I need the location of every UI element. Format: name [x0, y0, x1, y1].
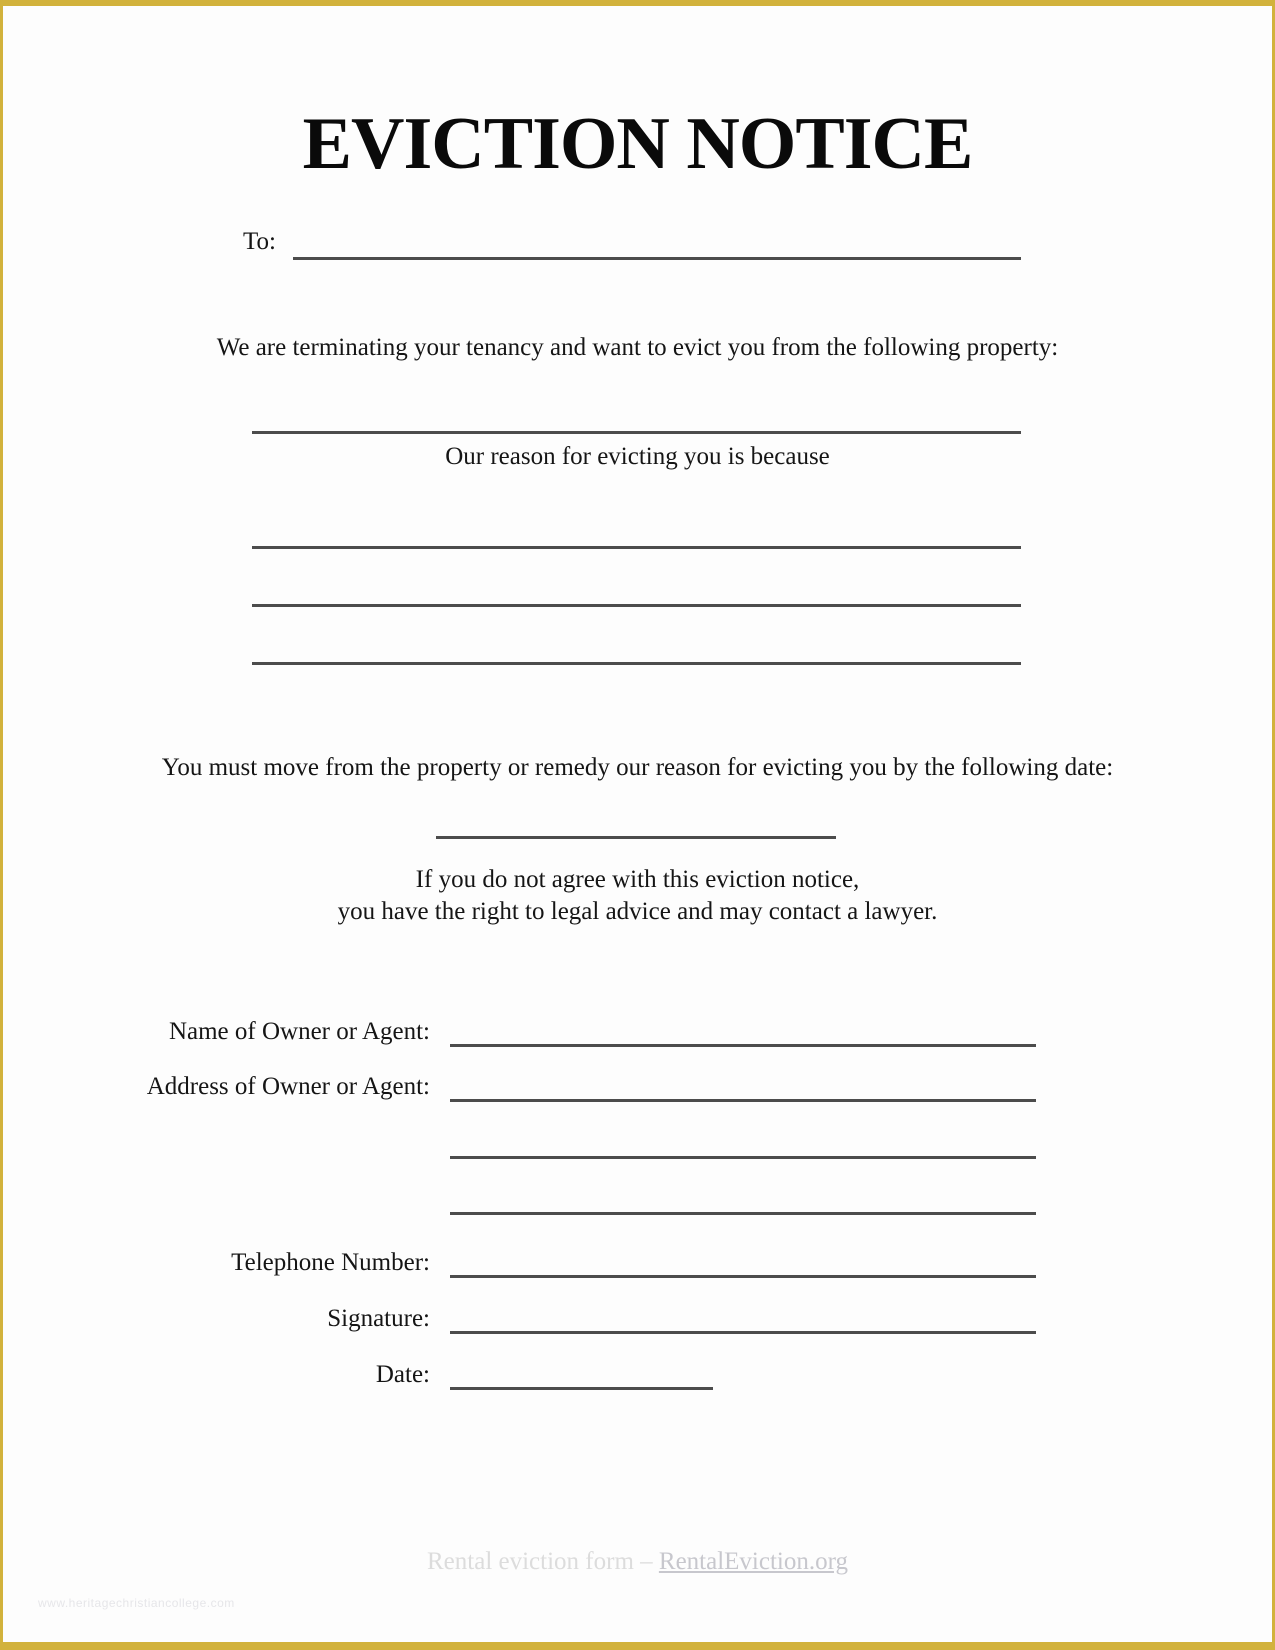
property-line — [252, 431, 1021, 434]
disagree-line-1: If you do not agree with this eviction notice, — [415, 866, 860, 893]
page-border-left — [0, 0, 3, 1650]
to-line — [293, 257, 1021, 260]
signature-label: Signature: — [327, 1305, 430, 1332]
telephone-label: Telephone Number: — [231, 1249, 430, 1276]
footer-site-link[interactable]: RentalEviction.org — [658, 1548, 848, 1575]
date-line — [450, 1387, 713, 1390]
watermark-text: www.heritagechristiancollege.com — [38, 1596, 235, 1610]
to-label: To: — [243, 228, 276, 255]
name-line — [450, 1044, 1036, 1047]
address-line-1 — [450, 1099, 1036, 1102]
reason-heading: Our reason for evicting you is because — [445, 443, 830, 470]
move-out-date-line — [436, 836, 836, 839]
reason-line-3 — [252, 662, 1021, 665]
name-of-owner-label: Name of Owner or Agent: — [168, 1018, 430, 1045]
address-line-2 — [450, 1156, 1036, 1159]
signature-line — [450, 1331, 1036, 1334]
address-of-owner-label: Address of Owner or Agent: — [146, 1073, 430, 1100]
address-line-3 — [450, 1212, 1036, 1215]
date-label: Date: — [375, 1361, 430, 1388]
footer — [0, 1548, 1275, 1576]
disagree-line-2: you have the right to legal advice and may contact a lawyer. — [337, 898, 938, 925]
reason-line-2 — [252, 604, 1021, 607]
disagree-notice — [0, 864, 1275, 928]
intro-paragraph: We are terminating your tenancy and want to evict you from the following property: — [216, 334, 1059, 361]
page-border-top — [0, 0, 1275, 6]
page-border-bottom — [0, 1642, 1275, 1650]
reason-line-1 — [252, 546, 1021, 549]
document-title: EVICTION NOTICE — [302, 103, 973, 185]
footer-source-text: Rental eviction form – — [427, 1548, 653, 1575]
move-out-notice: You must move from the property or remedy our reason for evicting you by the following date: — [161, 754, 1114, 781]
telephone-line — [450, 1275, 1036, 1278]
